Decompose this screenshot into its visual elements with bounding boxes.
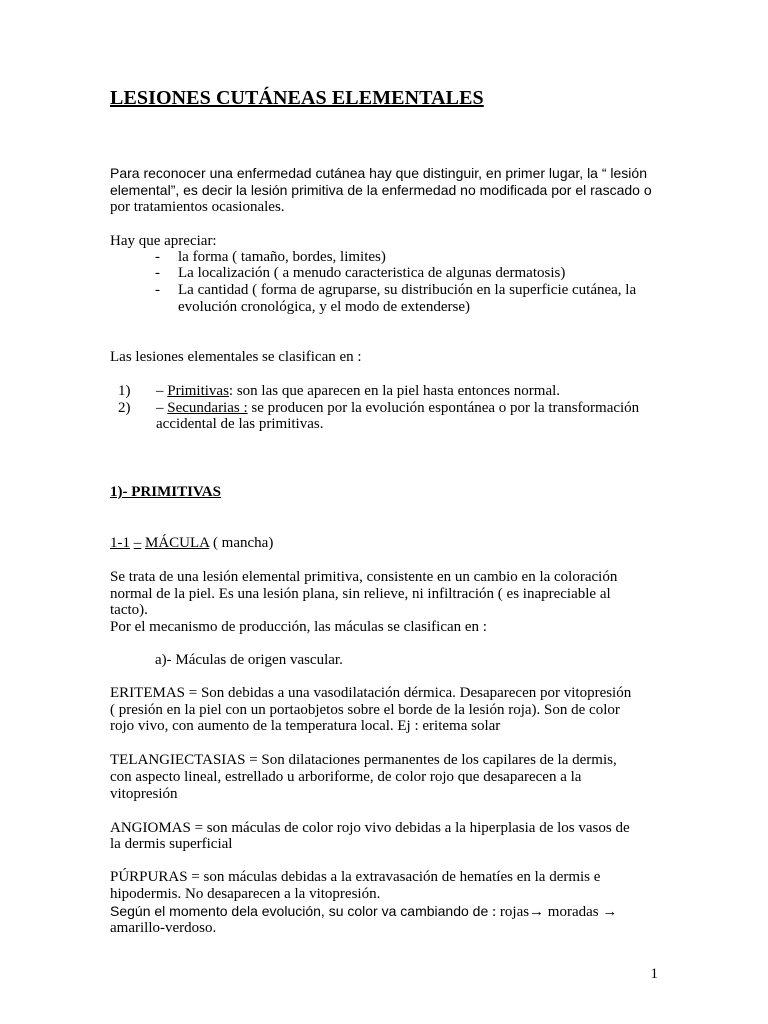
- subsection-number: 1-1: [110, 535, 130, 551]
- item-rest: se producen por la evolución espontánea o por la transformación: [247, 400, 640, 416]
- macula-line-1: Se trata de una lesión elemental primitiva, consistente en un cambio en la coloración: [110, 569, 618, 585]
- item-number: 2): [118, 400, 131, 416]
- list-item-text: La localización ( a menudo caracteristica de algunas dermatosis): [178, 265, 566, 281]
- angiomas-line-1: ANGIOMAS = son máculas de color rojo vivo debidas a la hiperplasia de los vasos de: [110, 820, 630, 836]
- subsection-rest: ( mancha): [209, 535, 274, 551]
- apreciar-heading: Hay que apreciar:: [110, 233, 217, 249]
- purpuras-line-3b: : rojas→ moradas →: [488, 904, 618, 920]
- item-rest: : son las que aparecen en la piel hasta entonces normal.: [228, 383, 561, 399]
- section-heading: 1)- PRIMITIVAS: [110, 484, 221, 500]
- list-item-text: la forma ( tamaño, bordes, limites): [178, 249, 386, 265]
- item-text: [156, 400, 661, 417]
- item-term: Primitivas: [167, 383, 229, 399]
- macula-line-3: tacto).: [110, 602, 148, 618]
- item-text: accidental de las primitivas.: [156, 416, 324, 432]
- eritemas-line-2: ( presión en la piel con un portaobjetos sobre el borde de la lesión roja). Son de color: [110, 702, 620, 718]
- angiomas-line-2: la dermis superficial: [110, 836, 233, 852]
- telangiectasias-line-2: con aspecto lineal, estrellado u arboriforme, de color rojo que desaparecen a la: [110, 769, 582, 785]
- document-title: LESIONES CUTÁNEAS ELEMENTALES: [110, 87, 484, 109]
- list-dash: -: [155, 265, 160, 281]
- purpuras-line-3a: Según el momento dela evolución, su color va cambiando de: [110, 903, 489, 919]
- list-dash: -: [155, 282, 160, 298]
- list-item-text: La cantidad ( forma de agruparse, su distribución en la superficie cutánea, la: [178, 282, 637, 298]
- subsection-dash: –: [133, 535, 142, 551]
- item-text: [156, 383, 661, 400]
- intro-line-1: Para reconocer una enfermedad cutánea hay que distinguir, en primer lugar, la “ lesión: [110, 165, 647, 181]
- item-number: 1): [118, 383, 131, 399]
- subsection-heading: [110, 535, 655, 552]
- purpuras-line-2: hipodermis. No desaparecen a la vitopresión.: [110, 886, 381, 902]
- eritemas-line-3: rojo vivo, con aumento de la temperatura local. Ej : eritema solar: [110, 718, 501, 734]
- subsection-term: MÁCULA: [145, 535, 210, 551]
- item-term: Secundarias :: [167, 400, 248, 416]
- purpuras-line-1: PÚRPURAS = son máculas debidas a la extravasación de hematíes en la dermis e: [110, 869, 601, 885]
- purpuras-line-3: [110, 903, 655, 921]
- item-prefix: –: [156, 383, 168, 399]
- eritemas-line-1: ERITEMAS = Son debidas a una vasodilatación dérmica. Desaparecen por vitopresión: [110, 685, 632, 701]
- page-number: 1: [650, 966, 658, 982]
- vascular-heading: a)- Máculas de origen vascular.: [155, 652, 343, 668]
- telangiectasias-line-3: vitopresión: [110, 786, 178, 802]
- clasificacion-heading: Las lesiones elementales se clasifican en :: [110, 349, 362, 365]
- list-dash: -: [155, 249, 160, 265]
- telangiectasias-line-1: TELANGIECTASIAS = Son dilataciones permanentes de los capilares de la dermis,: [110, 752, 617, 768]
- purpuras-line-4: amarillo-verdoso.: [110, 920, 217, 936]
- item-prefix: –: [156, 400, 168, 416]
- macula-line-4: Por el mecanismo de producción, las máculas se clasifican en :: [110, 619, 487, 635]
- intro-line-2: elemental”, es decir la lesión primitiva de la enfermedad no modificada por el rascado o: [110, 182, 652, 198]
- intro-line-3: por tratamientos ocasionales.: [110, 199, 285, 215]
- list-item-text: evolución cronológica, y el modo de extenderse): [178, 299, 470, 315]
- macula-line-2: normal de la piel. Es una lesión plana, sin relieve, ni infiltración ( es inapreciable al: [110, 586, 611, 602]
